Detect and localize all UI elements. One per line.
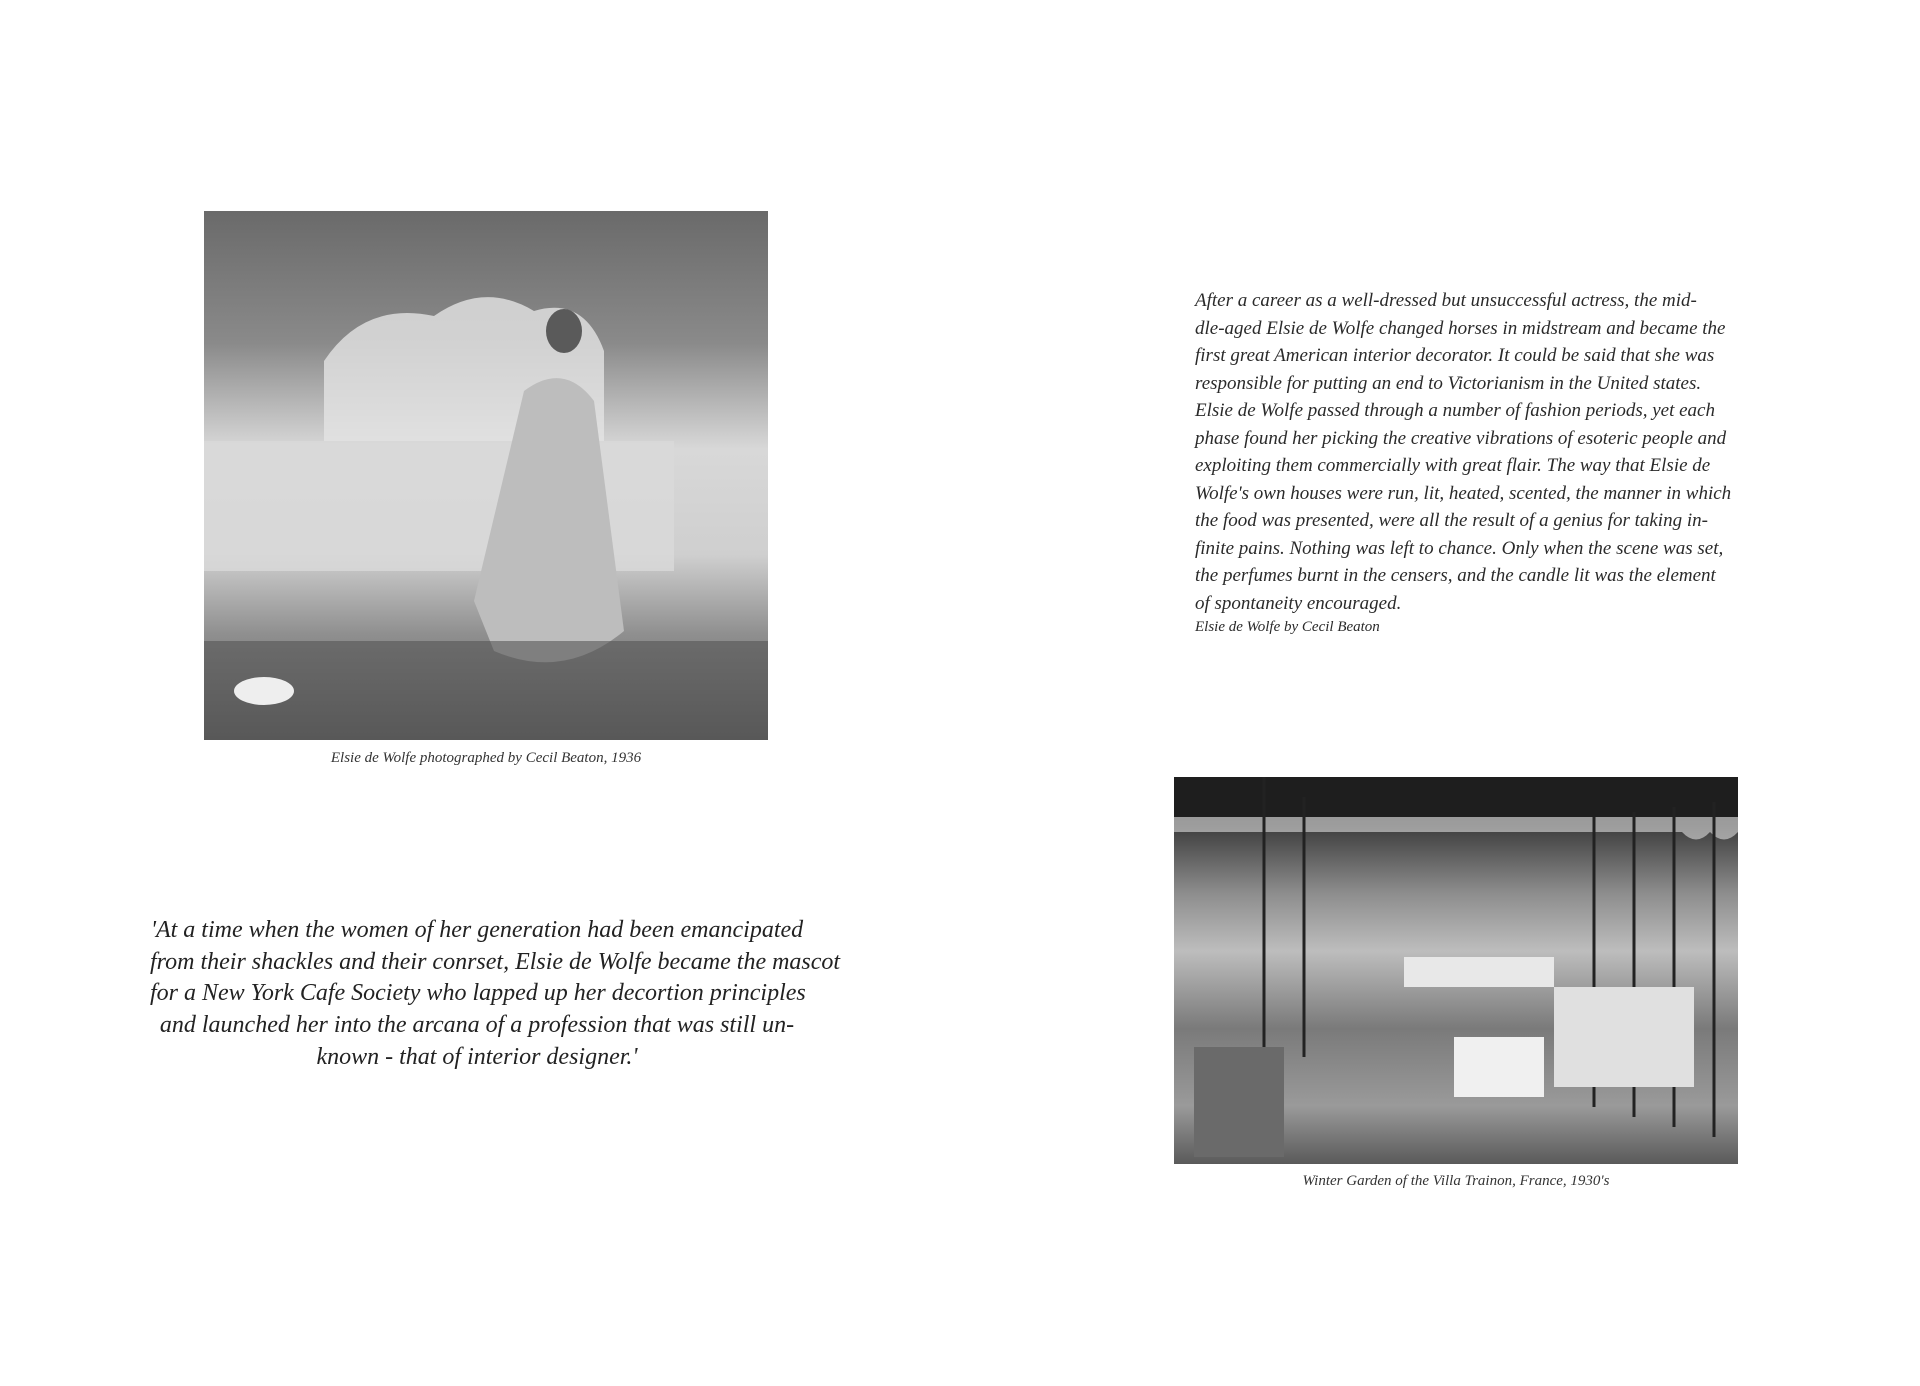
quote-line: 'At a time when the women of her generation had been emancipated: [150, 917, 804, 943]
photo-winter-garden: [1174, 777, 1738, 1164]
photo-winter-garden-illustration: [1174, 777, 1738, 1164]
body-paragraph: [1195, 287, 1755, 637]
text-line: the food was presented, were all the result of a genius for taking in-: [1195, 510, 1708, 531]
text-line: dle-aged Elsie de Wolfe changed horses in midstream and became the: [1195, 317, 1726, 339]
text-line: Elsie de Wolfe passed through a number of fashion periods, yet each: [1195, 400, 1715, 421]
text-line: of spontaneity encouraged.: [1195, 592, 1402, 614]
quote-line: known - that of interior designer.': [316, 1043, 638, 1070]
text-line: exploiting them commercially with great flair. The way that Elsie de: [1195, 455, 1711, 476]
text-line: the perfumes burnt in the censers, and the candle lit was the element: [1195, 565, 1716, 586]
text-line: first great American interior decorator. It could be said that she was: [1195, 345, 1715, 366]
photo-caption: Elsie de Wolfe photographed by Cecil Beaton, 1936: [330, 750, 642, 766]
photo-caption: Winter Garden of the Villa Trainon, France, 1930's: [1302, 1173, 1610, 1189]
photo-elsie-de-wolfe: [204, 211, 768, 740]
text-line: responsible for putting an end to Victorianism in the United states.: [1195, 372, 1702, 394]
photo-elsie-illustration: [204, 211, 768, 740]
text-line: After a career as a well-dressed but unsuccessful actress, the mid-: [1195, 290, 1697, 311]
text-credit: Elsie de Wolfe by Cecil Beaton: [1195, 619, 1380, 635]
quote-line: for a New York Cafe Society who lapped up her decortion principles: [150, 980, 806, 1007]
text-line: Wolfe's own houses were run, lit, heated, scented, the manner in which: [1195, 482, 1732, 504]
quote-line: and launched her into the arcana of a profession that was still un-: [159, 1012, 795, 1039]
pull-quote: [150, 915, 841, 1074]
text-line: finite pains. Nothing was left to chance. Only when the scene was set,: [1195, 537, 1724, 559]
quote-line: from their shackles and their conrset, Elsie de Wolfe became the mascot: [150, 948, 841, 975]
text-line: phase found her picking the creative vibrations of esoteric people and: [1195, 427, 1727, 449]
